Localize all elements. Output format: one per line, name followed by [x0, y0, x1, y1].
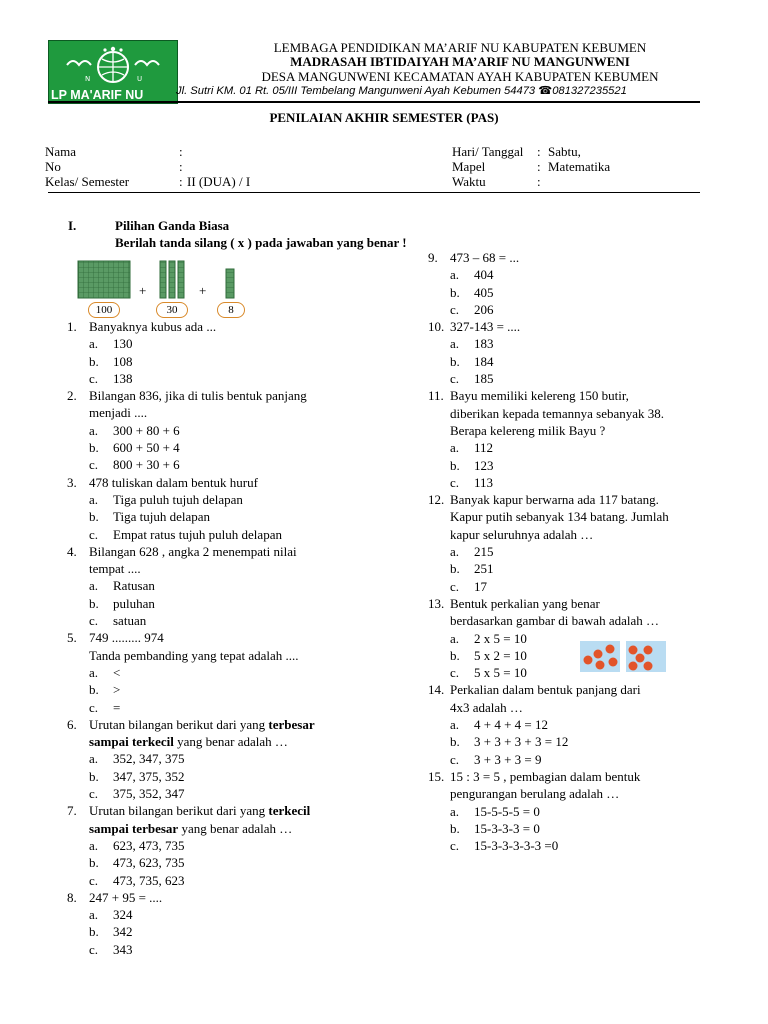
- option-text: 108: [113, 353, 133, 369]
- option-letter: b.: [450, 734, 460, 750]
- option-letter: b.: [89, 768, 99, 784]
- question-emphasis: sampai terbesar: [89, 820, 179, 836]
- option-text: 123: [474, 457, 494, 473]
- info-separator: :: [537, 159, 541, 174]
- answer-option[interactable]: [428, 335, 748, 352]
- answer-option[interactable]: [428, 560, 748, 577]
- option-letter: a.: [89, 336, 99, 352]
- question-item: [428, 681, 748, 767]
- question-text: 327-143 = ....: [450, 319, 521, 335]
- question-number: 2.: [67, 388, 77, 404]
- svg-text:U: U: [137, 75, 143, 83]
- answer-option[interactable]: [428, 820, 748, 837]
- answer-option[interactable]: [67, 854, 407, 871]
- school-logo: [48, 40, 178, 104]
- answer-option[interactable]: [67, 456, 407, 473]
- section-heading: Pilihan Ganda Biasa: [115, 218, 230, 233]
- question-text: 15 : 3 = 5 , pembagian dalam bentuk: [450, 768, 641, 784]
- question-text: pengurangan berulang adalah …: [450, 786, 620, 802]
- header-line-1: LEMBAGA PENDIDIKAN MA’ARIF NU KABUPATEN KEBUMEN: [273, 40, 647, 55]
- option-text: 138: [113, 370, 133, 386]
- option-letter: b.: [450, 353, 460, 369]
- answer-option[interactable]: [67, 370, 407, 387]
- question-text: Perkalian dalam bentuk panjang dari: [450, 682, 641, 698]
- tag-ones: 8: [217, 302, 245, 318]
- tag-hundreds: 100: [88, 302, 120, 318]
- answer-option[interactable]: [428, 439, 748, 456]
- answer-option[interactable]: [67, 699, 407, 716]
- plus-sign-1: +: [139, 283, 147, 298]
- question-text: 4x3 adalah …: [450, 699, 523, 715]
- question-item: [428, 768, 748, 854]
- option-text: 15-5-5-5 = 0: [474, 803, 540, 819]
- option-text: Tiga tujuh delapan: [113, 509, 211, 525]
- question-item: [67, 629, 407, 715]
- option-letter: a.: [450, 717, 460, 733]
- answer-option[interactable]: [67, 750, 407, 767]
- option-text: 17: [474, 578, 487, 594]
- option-text: 251: [474, 561, 494, 577]
- question-item: [67, 716, 407, 802]
- question-item: [428, 491, 748, 595]
- question-number: 11.: [428, 388, 444, 404]
- answer-option[interactable]: [67, 768, 407, 785]
- answer-option[interactable]: [67, 577, 407, 594]
- option-letter: b.: [450, 457, 460, 473]
- answer-option[interactable]: [428, 370, 748, 387]
- answer-option[interactable]: [67, 422, 407, 439]
- option-letter: c.: [89, 457, 99, 473]
- option-text: 800 + 30 + 6: [113, 457, 180, 473]
- option-text: Tiga puluh tujuh delapan: [113, 491, 243, 507]
- info-value: Sabtu,: [548, 144, 581, 159]
- logo-text: LP MA'ARIF NU: [51, 88, 144, 102]
- question-item: [67, 474, 407, 543]
- question-item: [428, 318, 748, 387]
- question-number: 14.: [428, 682, 445, 698]
- base-ten-blocks-figure: [74, 258, 254, 318]
- option-letter: b.: [89, 682, 99, 698]
- answer-option[interactable]: [67, 335, 407, 352]
- option-text: 343: [113, 941, 133, 957]
- info-label: Kelas/ Semester: [45, 174, 130, 189]
- option-text: 5 x 5 = 10: [474, 665, 527, 681]
- option-text: 342: [113, 924, 133, 940]
- question-text-part: yang benar adalah …: [178, 820, 293, 836]
- header-line-3: DESA MANGUNWENI KECAMATAN AYAH KABUPATEN KEBUMEN: [261, 69, 659, 84]
- question-text: [89, 716, 315, 733]
- option-text: satuan: [113, 613, 147, 629]
- option-text: 623, 473, 735: [113, 837, 185, 853]
- option-text: 3 + 3 + 3 = 9: [474, 751, 542, 767]
- questions-left-column: [67, 318, 407, 958]
- option-letter: a.: [450, 440, 460, 456]
- option-letter: a.: [89, 907, 99, 923]
- question-number: 12.: [428, 492, 445, 508]
- option-letter: c.: [450, 301, 460, 317]
- answer-option[interactable]: [428, 578, 748, 595]
- answer-option[interactable]: [428, 837, 748, 854]
- info-separator: :: [537, 144, 541, 159]
- header-address: Jl. Sutri KM. 01 Rt. 05/III Tembelang Mangunweni Ayah Kebumen 54473 ☎081327235521: [176, 85, 627, 97]
- question-text: tempat ....: [89, 561, 141, 577]
- question-number: 15.: [428, 768, 445, 784]
- question-item: [428, 387, 748, 491]
- option-letter: c.: [450, 474, 460, 490]
- option-letter: b.: [450, 284, 460, 300]
- question-text: Banyaknya kubus ada ...: [89, 319, 217, 334]
- answer-option[interactable]: [67, 664, 407, 681]
- info-separator: :: [179, 144, 183, 159]
- tag-tens: 30: [156, 302, 188, 318]
- answer-option[interactable]: [67, 941, 407, 958]
- option-text: 215: [474, 544, 494, 560]
- question-number: 6.: [67, 716, 77, 732]
- question-text: 749 ......... 974: [89, 630, 164, 646]
- option-text: 473, 735, 623: [113, 872, 185, 888]
- question-text: 247 + 95 = ....: [89, 889, 163, 905]
- option-text: 184: [474, 353, 494, 369]
- option-letter: a.: [450, 336, 460, 352]
- option-letter: a.: [89, 578, 99, 594]
- question-text: [89, 820, 292, 837]
- option-text: 600 + 50 + 4: [113, 440, 180, 456]
- svg-text:N: N: [85, 75, 91, 83]
- info-label: Hari/ Tanggal: [452, 144, 524, 159]
- question-text-part: yang benar adalah …: [173, 734, 288, 750]
- option-text: 130: [113, 336, 133, 352]
- option-text: 5 x 2 = 10: [474, 647, 527, 663]
- question-text-part: Urutan bilangan berikut dari yang: [89, 803, 269, 819]
- option-text: 347, 375, 352: [113, 768, 185, 784]
- plus-sign-2: +: [199, 283, 207, 298]
- question-item: [67, 387, 407, 473]
- question-text: Kapur putih sebanyak 134 batang. Jumlah: [450, 509, 669, 525]
- option-text: 206: [474, 301, 494, 317]
- option-letter: c.: [89, 941, 99, 957]
- question-number: 8.: [67, 889, 77, 905]
- answer-option[interactable]: [67, 526, 407, 543]
- option-letter: c.: [89, 872, 99, 888]
- question-text: 478 tuliskan dalam bentuk huruf: [89, 474, 258, 490]
- option-letter: b.: [89, 924, 99, 940]
- answer-option[interactable]: [67, 681, 407, 698]
- option-text: 185: [474, 371, 494, 387]
- question-text: Tanda pembanding yang tepat adalah ....: [89, 647, 299, 663]
- page-title: PENILAIAN AKHIR SEMESTER (PAS): [269, 110, 499, 125]
- question-emphasis: sampai terkecil: [89, 734, 174, 750]
- option-text: =: [113, 699, 121, 715]
- answer-option[interactable]: [67, 353, 407, 370]
- option-text: Empat ratus tujuh puluh delapan: [113, 526, 282, 542]
- option-text: 15-3-3-3-3-3 =0: [474, 838, 559, 854]
- question-emphasis: terkecil: [268, 803, 311, 819]
- info-rule: [48, 192, 700, 193]
- question-text: 473 – 68 = ...: [450, 250, 520, 265]
- question-item: [67, 318, 407, 387]
- option-letter: c.: [450, 751, 460, 767]
- answer-option[interactable]: [428, 474, 748, 491]
- option-letter: a.: [450, 267, 460, 283]
- answer-option[interactable]: [67, 872, 407, 889]
- answer-option[interactable]: [428, 543, 748, 560]
- answer-option[interactable]: [428, 301, 748, 318]
- question-text: Bentuk perkalian yang benar: [450, 595, 600, 611]
- option-letter: c.: [450, 371, 460, 387]
- option-letter: c.: [89, 786, 99, 802]
- question-number: 10.: [428, 319, 445, 335]
- answer-option[interactable]: [428, 266, 748, 283]
- dot-groups-figure: [578, 640, 696, 673]
- option-text: 183: [474, 336, 494, 352]
- answer-option[interactable]: [67, 785, 407, 802]
- question-text: [89, 733, 288, 750]
- question-number: 1.: [67, 319, 77, 334]
- answer-option[interactable]: [428, 353, 748, 370]
- info-label: No: [45, 159, 61, 174]
- option-letter: c.: [89, 613, 99, 629]
- question-text: Banyak kapur berwarna ada 117 batang.: [450, 492, 659, 508]
- option-text: 324: [113, 907, 133, 923]
- info-separator: :: [179, 159, 183, 174]
- option-text: 375, 352, 347: [113, 786, 185, 802]
- option-letter: b.: [89, 855, 99, 871]
- option-letter: b.: [89, 595, 99, 611]
- answer-option[interactable]: [428, 803, 748, 820]
- section-number: I.: [68, 218, 77, 233]
- answer-option[interactable]: [428, 457, 748, 474]
- question-text: Bayu memiliki kelereng 150 butir,: [450, 388, 629, 404]
- option-letter: a.: [450, 803, 460, 819]
- option-text: 404: [474, 267, 494, 283]
- question-item: [67, 889, 407, 958]
- answer-option[interactable]: [67, 439, 407, 456]
- option-text: 300 + 80 + 6: [113, 422, 180, 438]
- answer-option[interactable]: [67, 508, 407, 525]
- option-letter: c.: [89, 526, 99, 542]
- question-item: [67, 802, 407, 888]
- option-letter: b.: [89, 509, 99, 525]
- answer-option[interactable]: [67, 612, 407, 629]
- question-number: 7.: [67, 803, 77, 819]
- option-text: <: [113, 664, 121, 680]
- option-text: 15-3-3-3 = 0: [474, 820, 540, 836]
- question-number: 9.: [428, 250, 438, 265]
- question-text: [89, 802, 310, 819]
- answer-option[interactable]: [428, 284, 748, 301]
- info-value: II (DUA) / I: [187, 174, 251, 189]
- info-label: Nama: [45, 144, 77, 159]
- questions-right-column: [428, 249, 748, 854]
- info-separator: :: [179, 174, 183, 189]
- question-item: [67, 543, 407, 629]
- question-item: [428, 249, 748, 318]
- info-separator: :: [537, 174, 541, 189]
- question-number: 13.: [428, 595, 445, 611]
- info-value: Matematika: [548, 159, 611, 174]
- option-letter: b.: [450, 561, 460, 577]
- info-label: Waktu: [452, 174, 486, 189]
- option-letter: a.: [450, 630, 460, 646]
- answer-option[interactable]: [67, 906, 407, 923]
- answer-option[interactable]: [67, 595, 407, 612]
- option-text: 113: [474, 474, 494, 490]
- option-letter: c.: [450, 838, 460, 854]
- logo-emblem-icon: [49, 43, 177, 89]
- option-text: 3 + 3 + 3 + 3 = 12: [474, 734, 569, 750]
- question-text: Bilangan 628 , angka 2 menempati nilai: [89, 543, 297, 559]
- option-letter: a.: [89, 422, 99, 438]
- option-text: Ratusan: [113, 578, 155, 594]
- option-letter: c.: [450, 578, 460, 594]
- option-letter: c.: [450, 665, 460, 681]
- question-emphasis: terbesar: [268, 716, 315, 732]
- option-text: 4 + 4 + 4 = 12: [474, 717, 548, 733]
- answer-option[interactable]: [428, 716, 748, 733]
- option-text: 2 x 5 = 10: [474, 630, 527, 646]
- option-letter: b.: [450, 820, 460, 836]
- header-line-2: MADRASAH IBTIDAIYAH MA’ARIF NU MANGUNWENI: [290, 54, 630, 69]
- question-number: 3.: [67, 474, 77, 490]
- option-letter: b.: [89, 353, 99, 369]
- option-text: puluhan: [113, 595, 155, 611]
- question-text: berdasarkan gambar di bawah adalah …: [450, 613, 659, 629]
- question-text: Bilangan 836, jika di tulis bentuk panjang: [89, 388, 307, 404]
- option-text: 352, 347, 375: [113, 751, 185, 767]
- question-text: Berapa kelereng milik Bayu ?: [450, 422, 606, 438]
- dot-groups-icon: [578, 640, 696, 673]
- question-number: 5.: [67, 630, 77, 646]
- option-text: >: [113, 682, 121, 698]
- question-text-part: Urutan bilangan berikut dari yang: [89, 716, 269, 732]
- answer-option[interactable]: [428, 751, 748, 768]
- option-text: 112: [474, 440, 494, 456]
- option-letter: a.: [89, 664, 99, 680]
- answer-option[interactable]: [67, 837, 407, 854]
- header-rule: [48, 101, 700, 103]
- info-label: Mapel: [452, 159, 486, 174]
- section-instruction: Berilah tanda silang ( x ) pada jawaban yang benar !: [115, 235, 407, 250]
- option-letter: b.: [450, 647, 460, 663]
- option-letter: a.: [89, 751, 99, 767]
- question-text: kapur seluruhnya adalah …: [450, 526, 594, 542]
- question-number: 4.: [67, 543, 77, 559]
- option-letter: a.: [89, 491, 99, 507]
- answer-option[interactable]: [67, 491, 407, 508]
- option-text: 405: [474, 284, 494, 300]
- question-text: diberikan kepada temannya sebanyak 38.: [450, 405, 665, 421]
- option-letter: c.: [89, 370, 99, 386]
- option-letter: c.: [89, 699, 99, 715]
- question-text: menjadi ....: [89, 405, 148, 421]
- option-letter: b.: [89, 440, 99, 456]
- option-letter: a.: [450, 544, 460, 560]
- option-letter: a.: [89, 837, 99, 853]
- answer-option[interactable]: [67, 923, 407, 940]
- option-text: 473, 623, 735: [113, 855, 185, 871]
- answer-option[interactable]: [428, 733, 748, 750]
